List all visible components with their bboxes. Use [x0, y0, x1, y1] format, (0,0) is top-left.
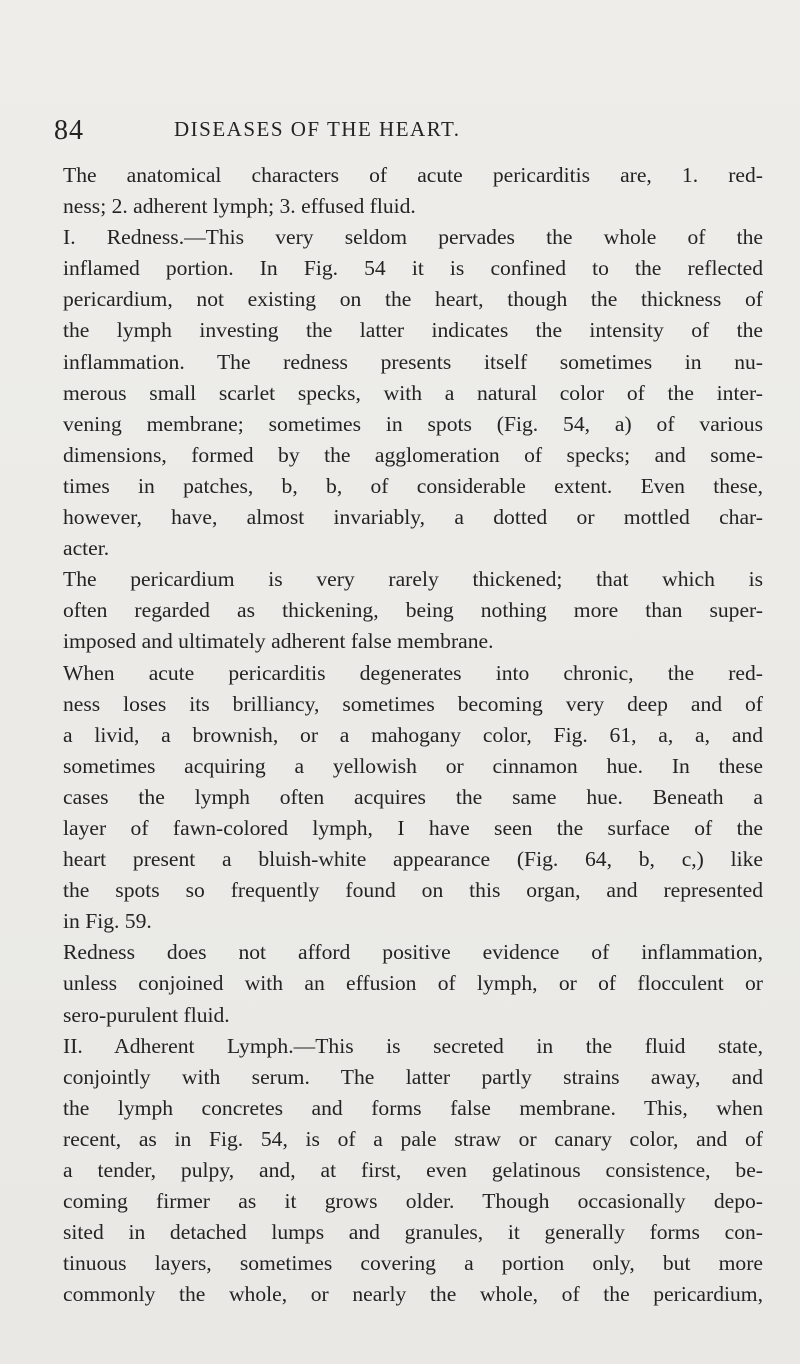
text-line: unless conjoined with an effusion of lymph, or of flocculent or [63, 971, 763, 996]
text-line: The anatomical characters of acute pericarditis are, 1. red- [63, 163, 763, 187]
text-line: however, have, almost invariably, a dotted or mottled char- [63, 505, 763, 530]
text-line: sometimes acquiring a yellowish or cinnamon hue. In these [63, 753, 763, 778]
text-line: a tender, pulpy, and, at first, even gelatinous consistence, be- [63, 1158, 763, 1182]
text-line: sited in detached lumps and granules, it generally forms con- [63, 1220, 763, 1245]
text-line: times in patches, b, b, of considerable extent. Even these, [63, 473, 763, 498]
text-line: coming firmer as it grows older. Though occasionally depo- [63, 1189, 763, 1214]
text-line: a livid, a brownish, or a mahogany color, Fig. 61, a, a, and [63, 722, 763, 747]
text-line: ness; 2. adherent lymph; 3. effused fluid. [63, 194, 416, 219]
text-line: the lymph concretes and forms false membrane. This, when [63, 1095, 763, 1120]
text-line: Redness does not afford positive evidence of inflammation, [63, 940, 763, 965]
text-line: When acute pericarditis degenerates into chronic, the red- [63, 660, 763, 685]
text-line: in Fig. 59. [63, 909, 152, 934]
text-line: conjointly with serum. The latter partly strains away, and [63, 1064, 763, 1089]
text-line: inflammation. The redness presents itself sometimes in nu- [63, 349, 763, 374]
text-line: tinuous layers, sometimes covering a portion only, but more [63, 1251, 763, 1276]
text-line: vening membrane; sometimes in spots (Fig. 54, a) of various [63, 411, 763, 436]
text-line: heart present a bluish-white appearance (Fig. 64, b, c,) like [63, 847, 763, 872]
body-text [63, 160, 763, 1310]
text-line: dimensions, formed by the agglomeration of specks; and some- [63, 442, 763, 467]
text-line: The pericardium is very rarely thickened; that which is [63, 567, 763, 592]
text-line: pericardium, not existing on the heart, though the thickness of [63, 287, 763, 312]
text-line: ness loses its brilliancy, sometimes becoming very deep and of [63, 691, 763, 716]
text-line: commonly the whole, or nearly the whole, of the pericardium, [63, 1282, 763, 1307]
text-line: cases the lymph often acquires the same hue. Beneath a [63, 784, 763, 809]
text-line: the lymph investing the latter indicates the intensity of the [63, 318, 763, 343]
text-line: acter. [63, 536, 110, 561]
running-title: DISEASES OF THE HEART. [174, 117, 461, 141]
text-line: II. Adherent Lymph.—This is secreted in the fluid state, [63, 1033, 763, 1058]
text-line: imposed and ultimately adherent false membrane. [63, 629, 494, 654]
page-number: 84 [54, 115, 84, 146]
text-line: inflamed portion. In Fig. 54 it is confined to the reflected [63, 256, 763, 281]
text-line: layer of fawn-colored lymph, I have seen the surface of the [63, 815, 763, 840]
page-header [54, 115, 760, 147]
text-line: sero-purulent fluid. [63, 1002, 230, 1027]
text-line: merous small scarlet specks, with a natural color of the inter- [63, 380, 763, 405]
text-line: often regarded as thickening, being nothing more than super- [63, 598, 763, 623]
text-line: the spots so frequently found on this organ, and represented [63, 878, 763, 903]
text-line: recent, as in Fig. 54, is of a pale straw or canary color, and of [63, 1126, 763, 1151]
text-line: I. Redness.—This very seldom pervades the whole of the [63, 225, 763, 250]
